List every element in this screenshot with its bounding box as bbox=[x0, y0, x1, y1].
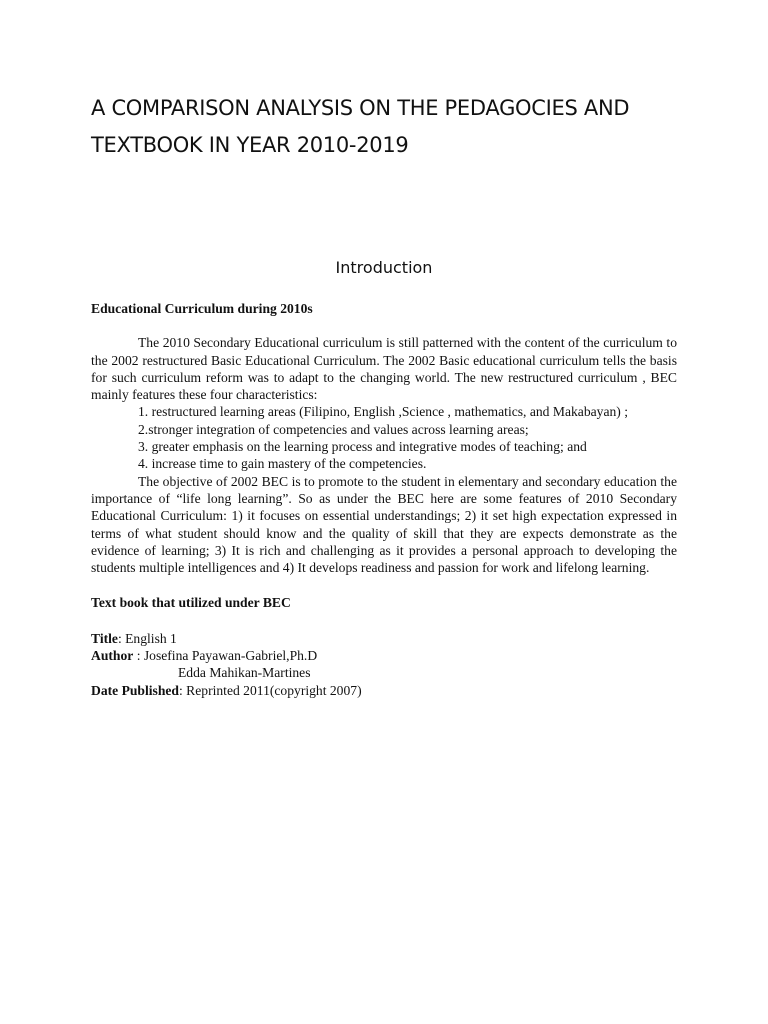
document-body bbox=[91, 300, 677, 699]
list-item: 4. increase time to gain mastery of the competencies. bbox=[138, 456, 427, 472]
spacer bbox=[91, 317, 677, 334]
document-title-line-2: TEXTBOOK IN YEAR 2010-2019 bbox=[91, 133, 409, 157]
book-author-line bbox=[91, 647, 677, 664]
section-heading: Introduction bbox=[335, 258, 433, 277]
list-item: 1. restructured learning areas (Filipino, English ,Science , mathematics, and Makabayan) ; bbox=[138, 404, 628, 420]
paragraph-bec-objective: The objective of 2002 BEC is to promote to the student in elementary and secondary education the importance of “life long learning”. So as under the BEC here are some features of 2010 Secondary Educational Curriculum: 1) it focuses on essential understandings; 2) it set high expectation expressed in terms of what student should know and the quality of skill that they are expects demonstrate as the evidence of learning; 3) It is rich and challenging as it provides a personal approach to developing the students multiple intelligences and 4) It develops readiness and passion for work and lifelong learning. bbox=[91, 473, 677, 576]
characteristics-list bbox=[91, 403, 677, 472]
book-author-value: : Josefina Payawan-Gabriel,Ph.D bbox=[133, 648, 318, 664]
paragraph-curriculum: The 2010 Secondary Educational curriculum is still patterned with the content of the curriculum to the 2002 restructured Basic Educational Curriculum. The 2002 Basic educational curriculum tells the basis for such curriculum reform was to adapt to the changing world. The new restructured curriculum , BEC mainly features these four characteristics: bbox=[91, 335, 677, 403]
subheading-curriculum: Educational Curriculum during 2010s bbox=[91, 301, 313, 316]
subheading-textbook: Text book that utilized under BEC bbox=[91, 595, 291, 611]
book-author-2: Edda Mahikan-Martines bbox=[178, 665, 311, 681]
list-item: 3. greater emphasis on the learning process and integrative modes of teaching; and bbox=[138, 439, 587, 455]
document-title-line-1: A COMPARISON ANALYSIS ON THE PEDAGOCIES AND bbox=[91, 96, 630, 120]
spacer bbox=[91, 576, 677, 594]
book-title-line bbox=[91, 630, 677, 647]
book-date-line bbox=[91, 682, 677, 699]
book-date-value: : Reprinted 2011(copyright 2007) bbox=[179, 682, 362, 698]
book-title-label: Title bbox=[91, 630, 118, 646]
book-date-label: Date Published bbox=[91, 682, 179, 698]
document-title bbox=[91, 90, 691, 164]
list-item: 2.stronger integration of competencies and values across learning areas; bbox=[138, 421, 529, 437]
book-title-value: : English 1 bbox=[117, 630, 177, 646]
book-author-label: Author bbox=[91, 648, 134, 664]
spacer bbox=[91, 612, 677, 630]
